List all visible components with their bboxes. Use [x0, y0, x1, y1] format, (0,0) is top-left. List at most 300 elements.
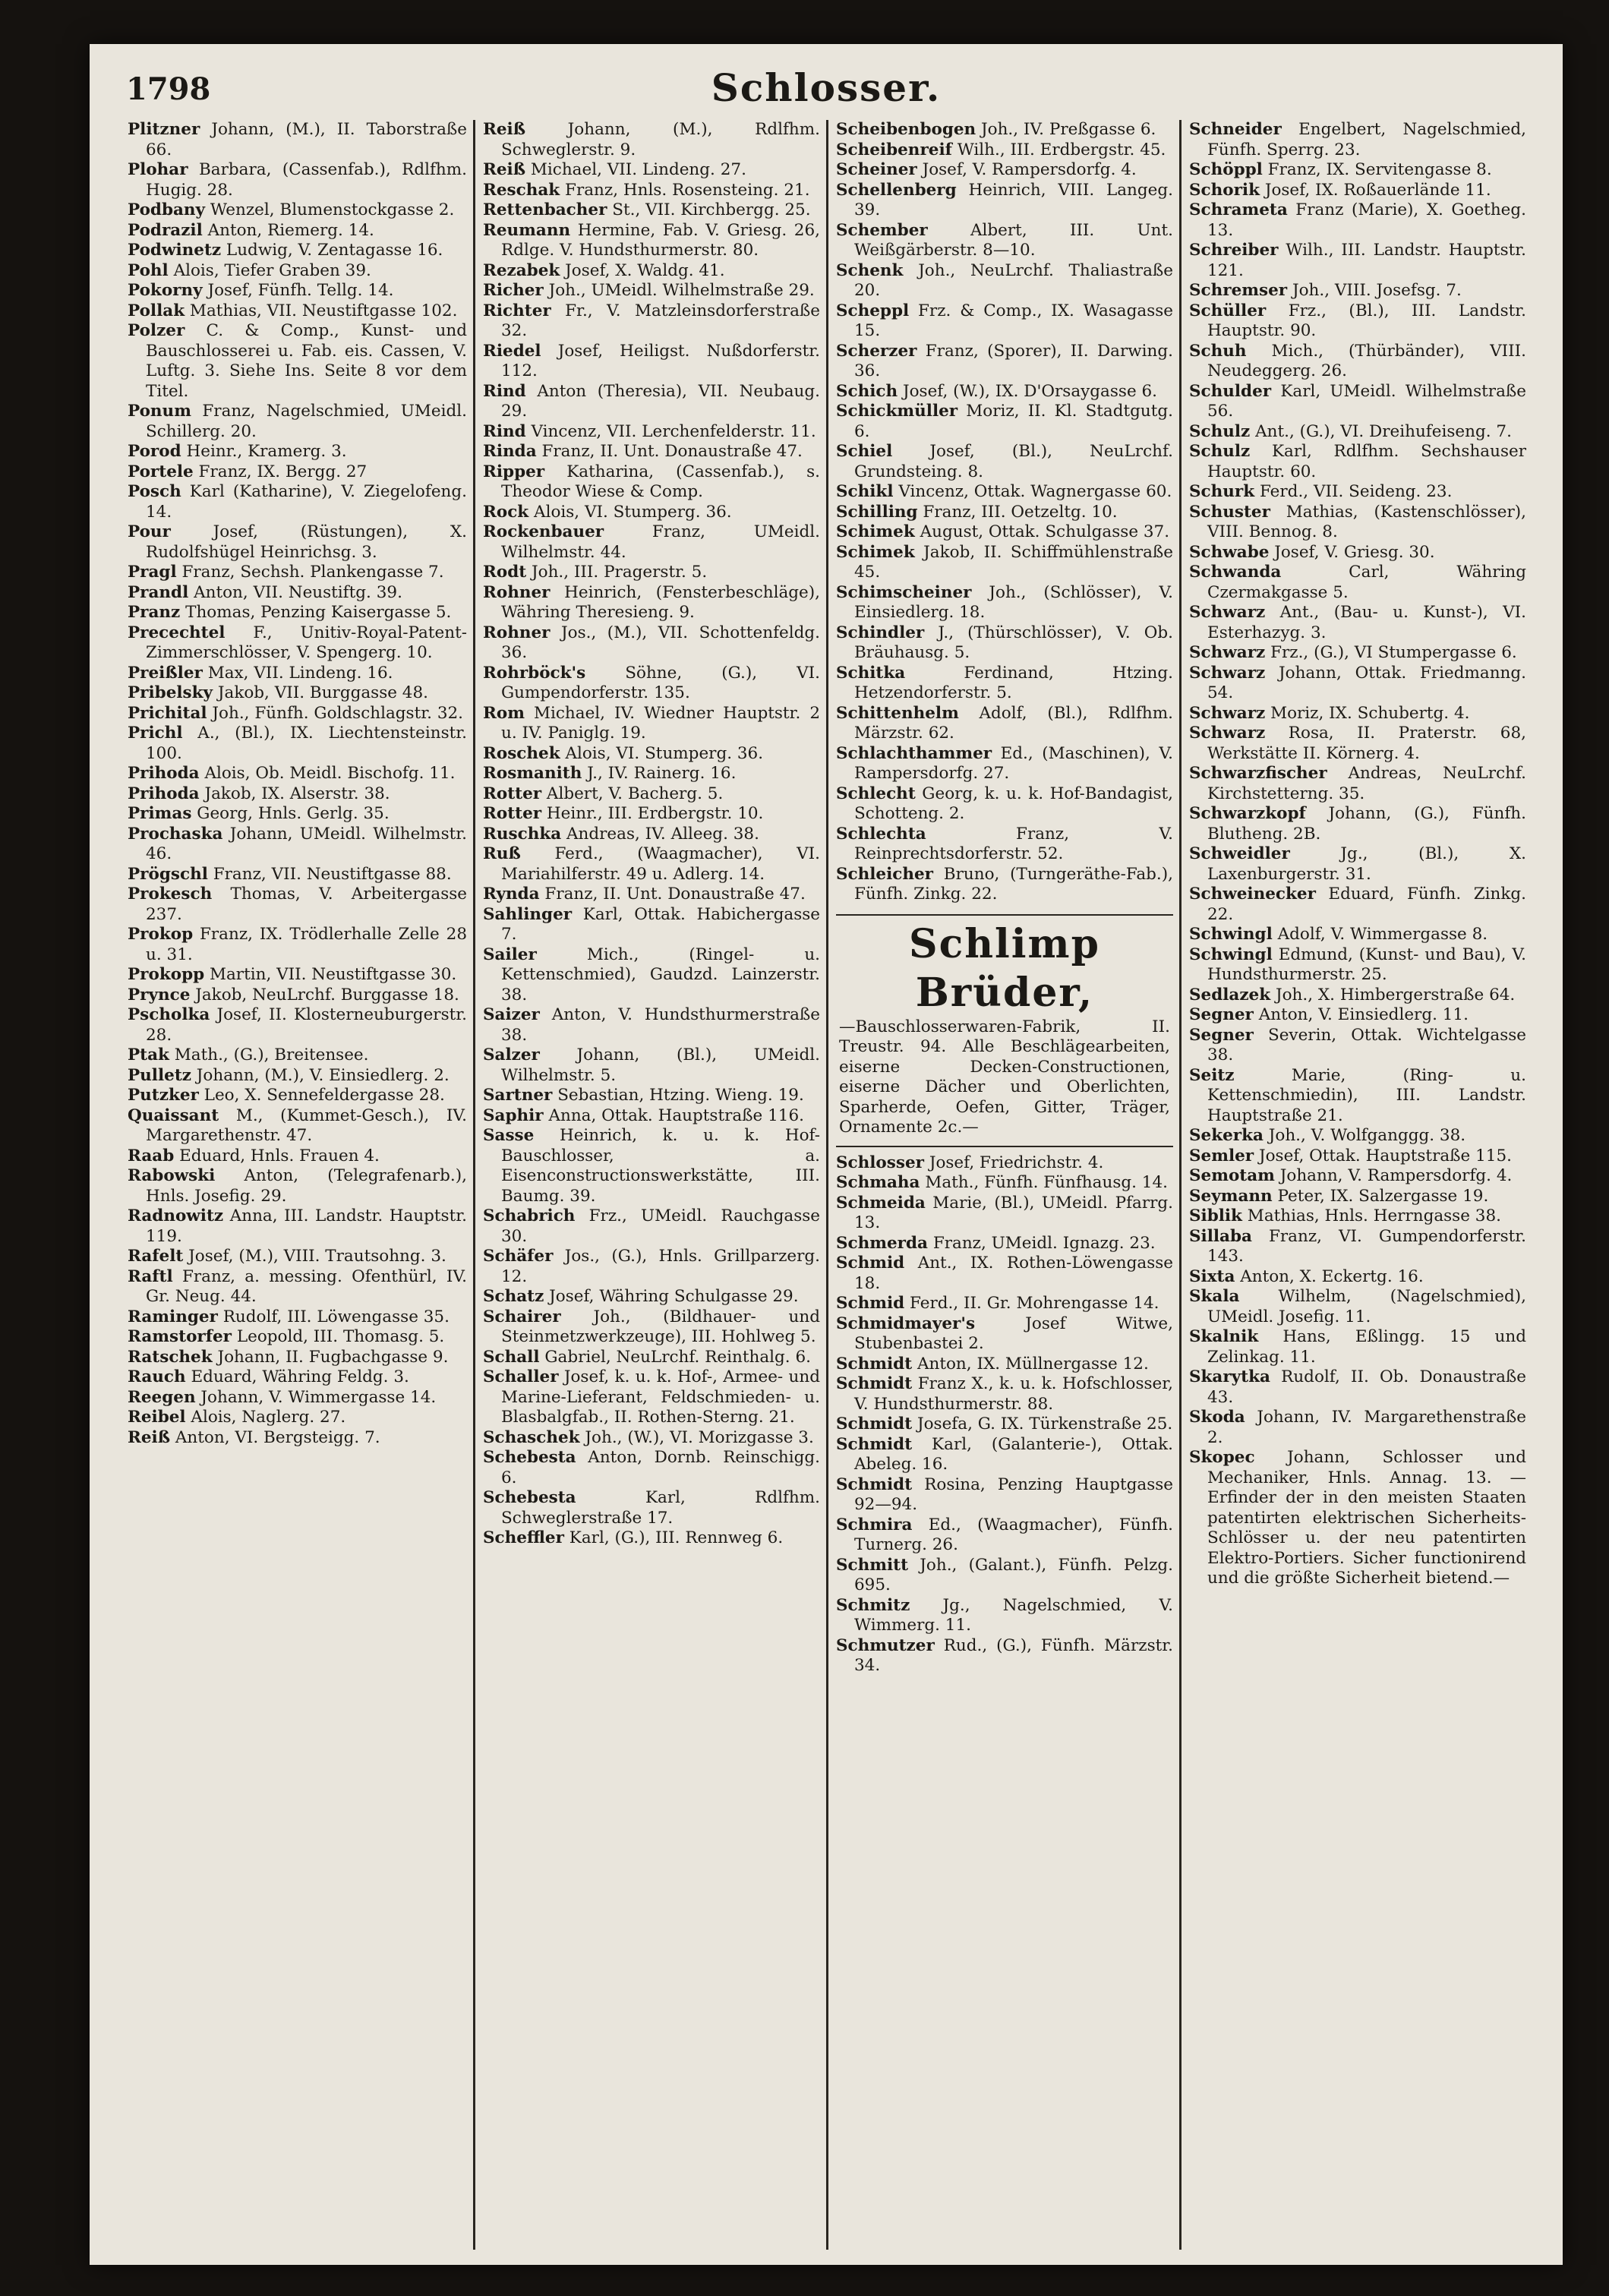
- entry-name: Posch: [128, 482, 181, 501]
- entry-details: Leo, X. Sennefeldergasse 28.: [198, 1086, 445, 1105]
- directory-entry: [1189, 885, 1526, 925]
- entry-details: Ant., (Bau- u. Kunst-), VI. Esterhazyg. 3.: [1207, 603, 1526, 642]
- entry-name: Richer: [483, 281, 544, 300]
- entry-name: Prokop: [128, 925, 194, 944]
- entry-details: Thomas, Penzing Kaisergasse 5.: [180, 603, 452, 622]
- entry-name: Putzker: [128, 1086, 199, 1105]
- entry-name: Schwarzfischer: [1189, 764, 1327, 783]
- directory-entry: [836, 1636, 1173, 1676]
- entry-name: Schmira: [836, 1515, 913, 1534]
- entry-details: Josef, Währing Schulgasse 29.: [544, 1287, 799, 1306]
- directory-entry: [128, 1046, 467, 1066]
- column-2: [473, 120, 826, 2250]
- entry-details: Joh., (W.), VI. Morizgasse 3.: [579, 1427, 814, 1447]
- entry-name: Plitzner: [128, 120, 200, 139]
- directory-entry: [128, 583, 467, 604]
- entry-name: Seymann: [1189, 1186, 1273, 1206]
- directory-entry: [128, 462, 467, 483]
- directory-entry: [836, 664, 1173, 704]
- entry-name: Pollak: [128, 301, 185, 320]
- entry-details: A., (Bl.), IX. Liechtensteinstr. 100.: [146, 724, 467, 763]
- entry-name: Schöppl: [1189, 160, 1263, 179]
- entry-details: Rudolf, II. Ob. Donaustraße 43.: [1207, 1367, 1526, 1407]
- entry-details: Alois, VI. Stumperg. 36.: [528, 502, 732, 522]
- directory-entry: [836, 1596, 1173, 1636]
- entry-name: Seitz: [1189, 1065, 1235, 1085]
- directory-entry: [483, 1086, 820, 1106]
- entry-name: Ponum: [128, 402, 191, 421]
- entry-details: Adolf, V. Wimmergasse 8.: [1272, 925, 1488, 944]
- directory-entry: [836, 503, 1173, 523]
- entry-details: Heinrich, VIII. Langeg. 39.: [854, 180, 1173, 219]
- directory-entry: [1189, 382, 1526, 422]
- entry-name: Prichl: [128, 724, 183, 743]
- directory-entry: [483, 301, 820, 342]
- entry-details: Franz, II. Unt. Donaustraße 47.: [539, 885, 806, 904]
- entry-name: Schwarz: [1189, 643, 1266, 662]
- directory-entry: [128, 1146, 467, 1167]
- entry-name: Schwarzkopf: [1189, 804, 1306, 823]
- entry-name: Schimek: [836, 542, 915, 562]
- directory-entry: [128, 1327, 467, 1348]
- entry-details: Heinrich, (Fensterbeschläge), Währing Theresieng. 9.: [501, 582, 820, 622]
- directory-entry: [836, 1294, 1173, 1314]
- entry-name: Podrazil: [128, 220, 203, 240]
- entry-details: Johann, V. Wimmergasse 14.: [195, 1387, 437, 1407]
- entry-details: Albert, V. Bacherg. 5.: [541, 784, 724, 803]
- entry-details: Josefa, G. IX. Türkenstraße 25.: [912, 1414, 1173, 1433]
- entry-name: Rind: [483, 381, 526, 401]
- advertisement-name: Schlimp Brüder,: [909, 920, 1100, 1016]
- directory-entry: [128, 603, 467, 623]
- entry-details: Wenzel, Blumenstockgasse 2.: [205, 200, 455, 219]
- entry-details: C. & Comp., Kunst- und Bauschlosserei u. Fab. eis. Cassen, V. Luftg. 3. Siehe Ins. Seite 8 vor dem Titel.: [146, 321, 467, 401]
- entry-details: Johann, (M.), II. Taborstraße 66.: [146, 120, 467, 159]
- directory-entry: [836, 1254, 1173, 1294]
- entry-name: Schwingl: [1189, 945, 1273, 964]
- entry-details: Johann, (G.), Fünfh. Blutheng. 2B.: [1207, 804, 1526, 844]
- entry-details: Franz X., k. u. k. Hofschlosser, V. Hundsthurmerstr. 88.: [854, 1374, 1173, 1414]
- entry-name: Segner: [1189, 1005, 1254, 1024]
- page-number: 1798: [126, 71, 211, 107]
- entry-name: Schmitz: [836, 1595, 910, 1615]
- entry-name: Schmidt: [836, 1414, 913, 1433]
- entry-name: Schrameta: [1189, 200, 1288, 219]
- entry-name: Schairer: [483, 1307, 561, 1326]
- entry-name: Semotam: [1189, 1166, 1275, 1185]
- entry-name: Schulder: [1189, 381, 1272, 401]
- entry-details: Eduard, Währing Feldg. 3.: [185, 1367, 409, 1386]
- entry-details: Barbara, (Cassenfab.), Rdlfhm. Hugig. 28.: [146, 160, 467, 200]
- entry-name: Schmidt: [836, 1374, 913, 1393]
- entry-name: Porod: [128, 442, 181, 461]
- directory-entry: [836, 120, 1173, 140]
- entry-name: Rynda: [483, 885, 540, 904]
- directory-entry: [1189, 1267, 1526, 1288]
- directory-entry: [836, 583, 1173, 623]
- directory-entry: [1189, 1206, 1526, 1227]
- directory-entry: [483, 503, 820, 523]
- entry-details: Joh., UMeidl. Wilhelmstraße 29.: [543, 281, 815, 300]
- entry-details: Jg., (Bl.), X. Laxenburgerstr. 31.: [1207, 844, 1526, 884]
- directory-entry: [483, 462, 820, 503]
- entry-name: Skopec: [1189, 1448, 1255, 1467]
- entry-details: Jg., Nagelschmied, V. Wimmerg. 11.: [854, 1595, 1173, 1635]
- directory-entry: [483, 221, 820, 261]
- entry-details: Jakob, II. Schiffmühlenstraße 45.: [854, 542, 1173, 582]
- directory-entry: [836, 1475, 1173, 1515]
- directory-entry: [483, 1106, 820, 1127]
- entry-details: Franz, Nagelschmied, UMeidl. Schillerg. 20.: [146, 402, 467, 441]
- entry-name: Schimek: [836, 522, 915, 541]
- directory-entry: [1189, 120, 1526, 160]
- directory-entry: [128, 1166, 467, 1206]
- directory-entry: [483, 945, 820, 1006]
- directory-entry: [1189, 482, 1526, 503]
- entry-name: Pour: [128, 522, 171, 541]
- directory-entry: [483, 442, 820, 462]
- entry-name: Ruß: [483, 844, 521, 863]
- directory-entry: [836, 261, 1173, 301]
- entry-name: Schiel: [836, 442, 893, 461]
- directory-entry: [1189, 945, 1526, 986]
- directory-entry: [836, 221, 1173, 261]
- entry-details: Adolf, (Bl.), Rdlfhm. Märzstr. 62.: [854, 703, 1173, 743]
- entry-details: Fr., V. Matzleinsdorferstraße 32.: [501, 301, 820, 340]
- directory-entry: [483, 623, 820, 664]
- directory-entry: [1189, 925, 1526, 945]
- directory-entry: [836, 1234, 1173, 1254]
- entry-name: Rohner: [483, 582, 551, 602]
- entry-details: Franz, UMeidl. Wilhelmstr. 44.: [501, 522, 820, 562]
- entry-details: F., Unitiv-Royal-Patent-Zimmerschlösser, V. Spengerg. 10.: [146, 623, 467, 662]
- entry-details: Söhne, (G.), VI. Gumpendorferstr. 135.: [501, 663, 820, 702]
- entry-details: Anton, IX. Müllnergasse 12.: [912, 1354, 1149, 1374]
- entry-name: Schickmüller: [836, 402, 958, 421]
- directory-entry: [483, 744, 820, 765]
- directory-entry: [836, 522, 1173, 543]
- directory-entry: [128, 1106, 467, 1146]
- entry-name: Schlechta: [836, 824, 926, 844]
- entry-name: Schmid: [836, 1254, 905, 1273]
- directory-entry: [483, 1005, 820, 1046]
- directory-entry: [483, 422, 820, 443]
- entry-details: Josef, (Bl.), NeuLrchf. Grundsteing. 8.: [854, 442, 1173, 481]
- directory-entry: [836, 442, 1173, 482]
- directory-entry: [1189, 1166, 1526, 1187]
- directory-entry: [128, 704, 467, 724]
- directory-entry: [1189, 1448, 1526, 1589]
- entry-name: Rabowski: [128, 1166, 216, 1185]
- entry-name: Schwabe: [1189, 542, 1270, 562]
- entry-details: Anton, Riemerg. 14.: [202, 220, 374, 240]
- directory-entry: [128, 885, 467, 925]
- entry-details: Anton, V. Hundsthurmerstraße 38.: [501, 1005, 820, 1045]
- entry-name: Radnowitz: [128, 1206, 224, 1225]
- entry-details: Josef, (W.), IX. D'Orsaygasse 6.: [898, 381, 1158, 401]
- entry-details: Jakob, NeuLrchf. Burggasse 18.: [190, 985, 459, 1004]
- entry-name: Schatz: [483, 1287, 544, 1306]
- entry-name: Skoda: [1189, 1408, 1245, 1427]
- entry-details: Johann, IV. Margarethenstraße 2.: [1207, 1408, 1526, 1447]
- entry-details: Vincenz, VII. Lerchenfelderstr. 11.: [525, 421, 816, 441]
- entry-details: Ed., (Maschinen), V. Rampersdorfg. 27.: [854, 743, 1173, 783]
- directory-entry: [128, 321, 467, 402]
- entry-details: Severin, Ottak. Wichtelgasse 38.: [1207, 1025, 1526, 1064]
- directory-entry: [836, 825, 1173, 865]
- entry-name: Skala: [1189, 1287, 1240, 1306]
- directory-entry: [836, 1435, 1173, 1475]
- entry-details: Franz, II. Unt. Donaustraße 47.: [536, 442, 803, 461]
- entry-details: Vincenz, Ottak. Wagnergasse 60.: [893, 482, 1172, 501]
- entry-name: Prandl: [128, 582, 189, 602]
- entry-name: Sahlinger: [483, 904, 573, 924]
- entry-details: Johann, Schlosser und Mechaniker, Hnls. Annag. 13. —Erfinder der in den meisten Staaten patentirten elektrischen Sicherheits-Schlösser u. der neu patentirten Elektro-Portiers. Sicher functionirend und die größte Sicherheit bietend.—: [1207, 1448, 1526, 1588]
- entry-details: Karl (Katharine), V. Ziegelofeng. 14.: [146, 482, 467, 522]
- entry-details: Rosina, Penzing Hauptgasse 92—94.: [854, 1474, 1173, 1514]
- entry-details: Josef, Friedrichstr. 4.: [923, 1153, 1104, 1172]
- advertisement-text: —Bauschlosserwaren-Fabrik, II. Treustr. 94. Alle Beschlägearbeiten, eiserne Decken-Constructionen, eiserne Dächer und Oberlichten, Sparherde, Oefen, Gitter, Träger, Ornamente 2c.—: [839, 1017, 1170, 1137]
- entry-name: Reegen: [128, 1387, 196, 1407]
- entry-name: Sillaba: [1189, 1226, 1252, 1246]
- entry-details: Karl, (G.), III. Rennweg 6.: [563, 1528, 784, 1547]
- entry-name: Schember: [836, 220, 928, 240]
- entry-name: Rohner: [483, 623, 551, 642]
- entry-name: Schmerda: [836, 1233, 928, 1253]
- entry-details: Edmund, (Kunst- und Bau), V. Hundsthurmerstr. 25.: [1207, 945, 1526, 984]
- entry-details: M., (Kummet-Gesch.), IV. Margarethenstr. 47.: [146, 1105, 467, 1145]
- entry-details: Carl, Währing Czermakgasse 5.: [1207, 563, 1526, 602]
- entry-details: Rosa, II. Praterstr. 68, Werkstätte II. Körnerg. 4.: [1207, 724, 1526, 763]
- running-title: Schlosser.: [711, 65, 942, 110]
- directory-entry: [128, 1408, 467, 1428]
- directory-entry: [1189, 1367, 1526, 1408]
- entry-name: Prihoda: [128, 764, 200, 783]
- columns: [120, 120, 1532, 2250]
- directory-entry: [483, 281, 820, 301]
- directory-entry: [1189, 643, 1526, 664]
- directory-entry: [128, 1005, 467, 1046]
- entry-name: Prokesch: [128, 885, 213, 904]
- directory-entry: [128, 281, 467, 301]
- entry-name: Reumann: [483, 220, 571, 240]
- entry-details: Joh., III. Pragerstr. 5.: [526, 563, 708, 582]
- directory-entry: [128, 865, 467, 885]
- entry-name: Riedel: [483, 341, 541, 361]
- entry-name: Scheppl: [836, 301, 910, 320]
- entry-details: J., IV. Rainerg. 16.: [582, 764, 737, 783]
- directory-entry: [836, 160, 1173, 181]
- entry-details: Anton, (Telegrafenarb.), Hnls. Josefig. 29.: [146, 1166, 467, 1206]
- entry-name: Schurk: [1189, 482, 1255, 501]
- entry-details: Thomas, V. Arbeitergasse 237.: [146, 885, 467, 924]
- directory-entry: [128, 442, 467, 462]
- entry-details: Ferd., II. Gr. Mohrengasse 14.: [904, 1294, 1159, 1313]
- entry-details: Andreas, IV. Alleeg. 38.: [561, 824, 759, 844]
- directory-entry: [836, 704, 1173, 744]
- directory-entry: [836, 402, 1173, 442]
- directory-entry: [128, 482, 467, 522]
- entry-details: Marie, (Bl.), UMeidl. Pfarrg. 13.: [854, 1193, 1173, 1232]
- entry-details: Mich., (Thürbänder), VIII. Neudeggerg. 26.: [1207, 341, 1526, 380]
- entry-name: Roschek: [483, 743, 560, 763]
- directory-entry: [128, 160, 467, 200]
- directory-entry: [483, 181, 820, 201]
- entry-name: Ratschek: [128, 1347, 213, 1367]
- entry-details: Bruno, (Turngeräthe-Fab.), Fünfh. Zinkg. 22.: [854, 864, 1173, 904]
- entry-details: Moriz, II. Kl. Stadtgutg. 6.: [854, 402, 1173, 441]
- entry-details: Peter, IX. Salzergasse 19.: [1272, 1186, 1489, 1206]
- directory-entry: [1189, 543, 1526, 563]
- directory-entry: [483, 1307, 820, 1348]
- entry-name: Schwingl: [1189, 925, 1273, 944]
- directory-entry: [1189, 764, 1526, 804]
- entry-details: Hans, Eßlingg. 15 und Zelinkag. 11.: [1207, 1327, 1526, 1367]
- directory-entry: [128, 1307, 467, 1328]
- directory-entry: [128, 1247, 467, 1267]
- entry-name: Schall: [483, 1347, 540, 1367]
- directory-entry: [1189, 281, 1526, 301]
- entry-details: Alois, Naglerg. 27.: [185, 1408, 346, 1427]
- entry-name: Rauch: [128, 1367, 186, 1386]
- entry-name: Plohar: [128, 160, 188, 179]
- directory-entry: [128, 1206, 467, 1247]
- directory-entry: [836, 865, 1173, 905]
- entry-name: Schmidt: [836, 1354, 913, 1374]
- directory-entry: [1189, 422, 1526, 443]
- entry-name: Rohrböck's: [483, 663, 586, 683]
- directory-entry: [836, 1556, 1173, 1596]
- entry-details: Franz, UMeidl. Ignazg. 23.: [927, 1233, 1156, 1253]
- entry-details: Georg, k. u. k. Hof-Bandagist, Schotteng. 2.: [854, 784, 1173, 823]
- entry-name: Pragl: [128, 563, 177, 582]
- entry-name: Podbany: [128, 200, 206, 219]
- directory-entry: [128, 664, 467, 684]
- entry-details: Joh., V. Wolfganggg. 38.: [1263, 1126, 1466, 1145]
- directory-entry: [483, 1367, 820, 1428]
- entry-details: Rudolf, III. Löwengasse 35.: [217, 1307, 450, 1326]
- entry-name: Schellenberg: [836, 180, 957, 200]
- entry-details: Heinr., Kramerg. 3.: [181, 442, 347, 461]
- entry-name: Reibel: [128, 1408, 186, 1427]
- entry-name: Sedlazek: [1189, 985, 1271, 1004]
- entry-name: Salzer: [483, 1046, 540, 1064]
- directory-entry: [483, 1126, 820, 1206]
- directory-entry: [1189, 1408, 1526, 1448]
- entry-details: Anton, V. Einsiedlerg. 11.: [1253, 1005, 1469, 1024]
- directory-entry: [836, 181, 1173, 221]
- entry-details: Alois, VI. Stumperg. 36.: [560, 743, 764, 763]
- entry-details: Josef, V. Griesg. 30.: [1269, 542, 1435, 562]
- directory-entry: [483, 1206, 820, 1247]
- entry-name: Schenk: [836, 260, 904, 280]
- entry-name: Primas: [128, 804, 192, 823]
- entry-details: Wilh., III. Erdbergstr. 45.: [951, 140, 1166, 159]
- column-3: [826, 120, 1179, 2250]
- directory-entry: [483, 804, 820, 825]
- entry-name: Rind: [483, 421, 526, 441]
- entry-name: Reschak: [483, 180, 560, 200]
- directory-entry: [1189, 1126, 1526, 1146]
- entry-details: Frz. & Comp., IX. Wasagasse 15.: [854, 301, 1173, 340]
- directory-entry: [1189, 844, 1526, 885]
- directory-entry: [483, 664, 820, 704]
- directory-entry: [836, 301, 1173, 342]
- directory-entry: [483, 764, 820, 784]
- directory-entry: [483, 261, 820, 282]
- directory-entry: [836, 623, 1173, 664]
- entry-name: Schittenhelm: [836, 703, 959, 723]
- entry-details: Ferd., (Waagmacher), VI. Mariahilferstr. 49 u. Adlerg. 14.: [501, 844, 820, 884]
- directory-entry: [836, 1374, 1173, 1414]
- entry-details: Andreas, NeuLrchf. Kirchstetterng. 35.: [1207, 764, 1526, 803]
- entry-details: Franz, Sechsh. Plankengasse 7.: [176, 563, 444, 582]
- entry-name: Prögschl: [128, 864, 208, 884]
- entry-name: Schulz: [1189, 442, 1251, 461]
- directory-entry: [128, 563, 467, 583]
- entry-details: Franz (Marie), X. Goetheg. 13.: [1207, 200, 1526, 240]
- entry-details: Franz, VII. Neustiftgasse 88.: [207, 864, 452, 884]
- entry-details: Johann, (M.), V. Einsiedlerg. 2.: [191, 1065, 450, 1085]
- entry-details: Ed., (Waagmacher), Fünfh. Turnerg. 26.: [854, 1515, 1173, 1554]
- directory-entry: [1189, 986, 1526, 1006]
- entry-details: Engelbert, Nagelschmied, Fünfh. Sperrg. 23.: [1207, 120, 1526, 159]
- entry-details: Karl, (Galanterie-), Ottak. Abeleg. 16.: [854, 1434, 1173, 1474]
- entry-name: Rosmanith: [483, 764, 582, 783]
- entry-name: Saphir: [483, 1105, 544, 1125]
- entry-name: Schweinecker: [1189, 885, 1316, 904]
- directory-entry: [128, 724, 467, 764]
- entry-details: Ferd., VII. Seideng. 23.: [1254, 482, 1453, 501]
- directory-entry: [836, 1355, 1173, 1375]
- entry-name: Schitka: [836, 663, 906, 683]
- entry-details: Franz, VI. Gumpendorferstr. 143.: [1207, 1226, 1526, 1266]
- entry-name: Schlecht: [836, 784, 916, 803]
- entry-name: Rettenbacher: [483, 200, 607, 219]
- column-1: [120, 120, 473, 2250]
- entry-details: Anna, Ottak. Hauptstraße 116.: [543, 1105, 804, 1125]
- directory-entry: [1189, 804, 1526, 844]
- entry-name: Precechtel: [128, 623, 226, 642]
- entry-name: Segner: [1189, 1025, 1254, 1045]
- entry-details: Ferdinand, Htzing. Hetzendorferstr. 5.: [854, 663, 1173, 702]
- directory-entry: [128, 804, 467, 825]
- entry-details: Jakob, VII. Burggasse 48.: [213, 683, 428, 702]
- entry-details: Josef, X. Waldg. 41.: [560, 260, 725, 280]
- directory-entry: [483, 1528, 820, 1549]
- directory-entry: [483, 1247, 820, 1287]
- entry-name: Rinda: [483, 442, 537, 461]
- directory-entry: [128, 1267, 467, 1307]
- entry-name: Rodt: [483, 563, 527, 582]
- entry-name: Schüller: [1189, 301, 1267, 320]
- entry-details: Eduard, Fünfh. Zinkg. 22.: [1207, 885, 1526, 924]
- directory-entry: [483, 844, 820, 885]
- directory-entry: [836, 744, 1173, 784]
- entry-name: Sailer: [483, 945, 537, 964]
- entry-details: Leopold, III. Thomasg. 5.: [232, 1327, 445, 1346]
- directory-entry: [128, 120, 467, 160]
- entry-details: Joh., IV. Preßgasse 6.: [976, 120, 1156, 139]
- entry-details: Alois, Tiefer Graben 39.: [168, 260, 371, 280]
- entry-details: Sebastian, Htzing. Wieng. 19.: [552, 1086, 804, 1105]
- entry-name: Schwarz: [1189, 603, 1266, 622]
- directory-entry: [836, 140, 1173, 161]
- directory-entry: [1189, 301, 1526, 342]
- entry-details: Josef, Fünfh. Tellg. 14.: [202, 281, 394, 300]
- directory-entry: [1189, 181, 1526, 201]
- directory-entry: [483, 583, 820, 623]
